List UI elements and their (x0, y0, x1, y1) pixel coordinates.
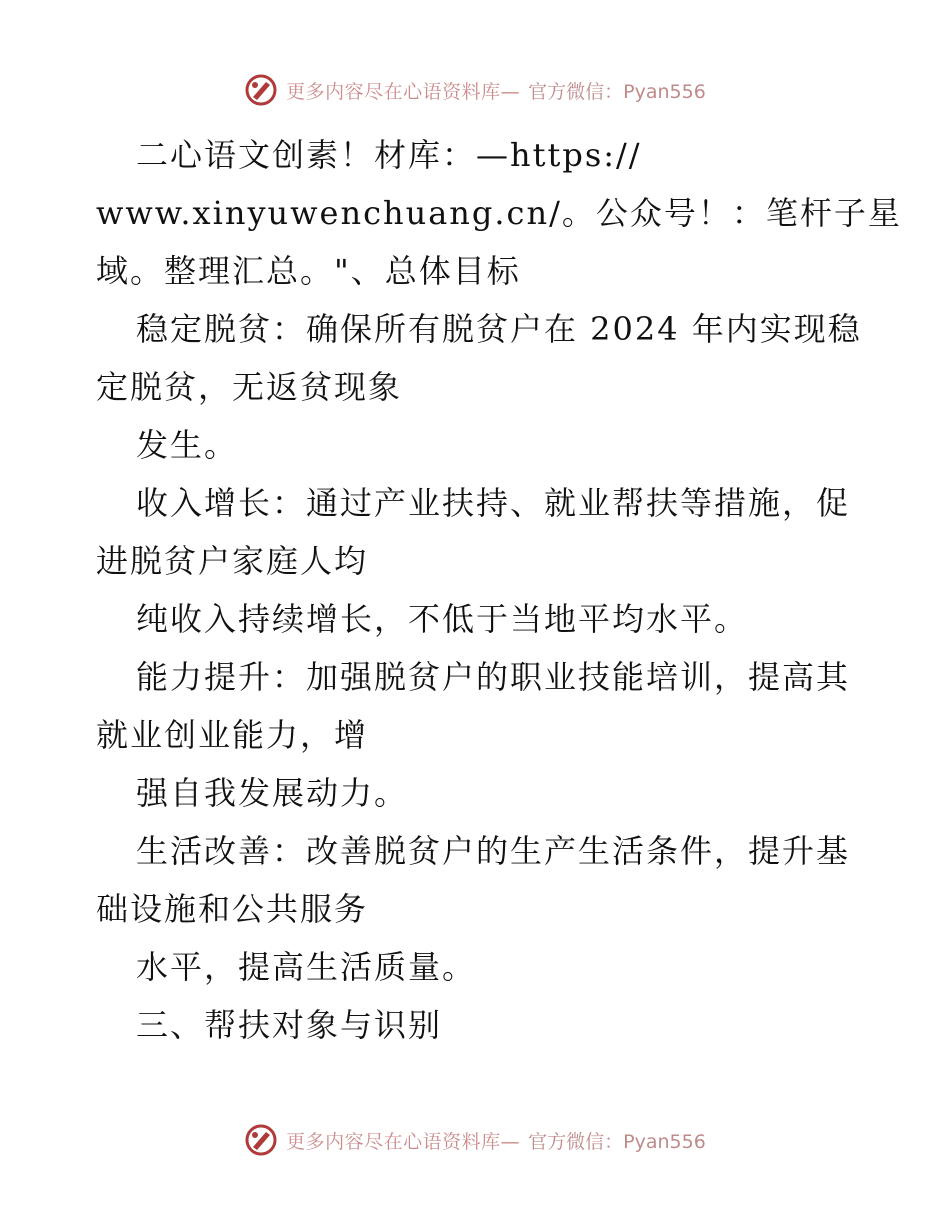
document-body (96, 126, 902, 1054)
text-line: 强自我发展动力。 (136, 774, 409, 812)
banner-wechat: 官方微信：Pyan556 (528, 1130, 706, 1153)
banner-wechat: 官方微信：Pyan556 (528, 80, 706, 103)
text-line: 收入增长：通过产业扶持、就业帮扶等措施，促 (136, 484, 851, 522)
text-line: 能力提升：加强脱贫户的职业技能培训，提高其 (136, 658, 851, 696)
text-line: 二心语文创素！材库：—https:// (136, 136, 642, 174)
pen-logo-icon (244, 1123, 278, 1157)
text-line: 础设施和公共服务 (96, 890, 369, 928)
text-line: 进脱贫户家庭人均 (96, 542, 369, 580)
text-line: 水平，提高生活质量。 (136, 948, 477, 986)
text-line: 发生。 (136, 426, 239, 464)
pen-logo-icon (244, 73, 278, 107)
header-banner (0, 70, 950, 110)
text-line: 定脱贫，无返贫现象 (96, 368, 403, 406)
text-line: 纯收入持续增长，不低于当地平均水平。 (136, 600, 749, 638)
banner-text: 更多内容尽在心语资料库— (286, 1130, 521, 1153)
text-line: 生活改善：改善脱贫户的生产生活条件，提升基 (136, 832, 851, 870)
text-line: www.xinyuwenchuang.cn/。公众号！：笔杆子星 (96, 194, 902, 232)
section-heading: 三、帮扶对象与识别 (136, 1006, 443, 1044)
text-line: 域。整理汇总。"、总体目标 (96, 252, 521, 290)
banner-text: 更多内容尽在心语资料库— (286, 80, 521, 103)
text-line: 就业创业能力，增 (96, 716, 369, 754)
text-line: 稳定脱贫：确保所有脱贫户在 2024 年内实现稳 (136, 310, 862, 348)
footer-banner (0, 1120, 950, 1160)
